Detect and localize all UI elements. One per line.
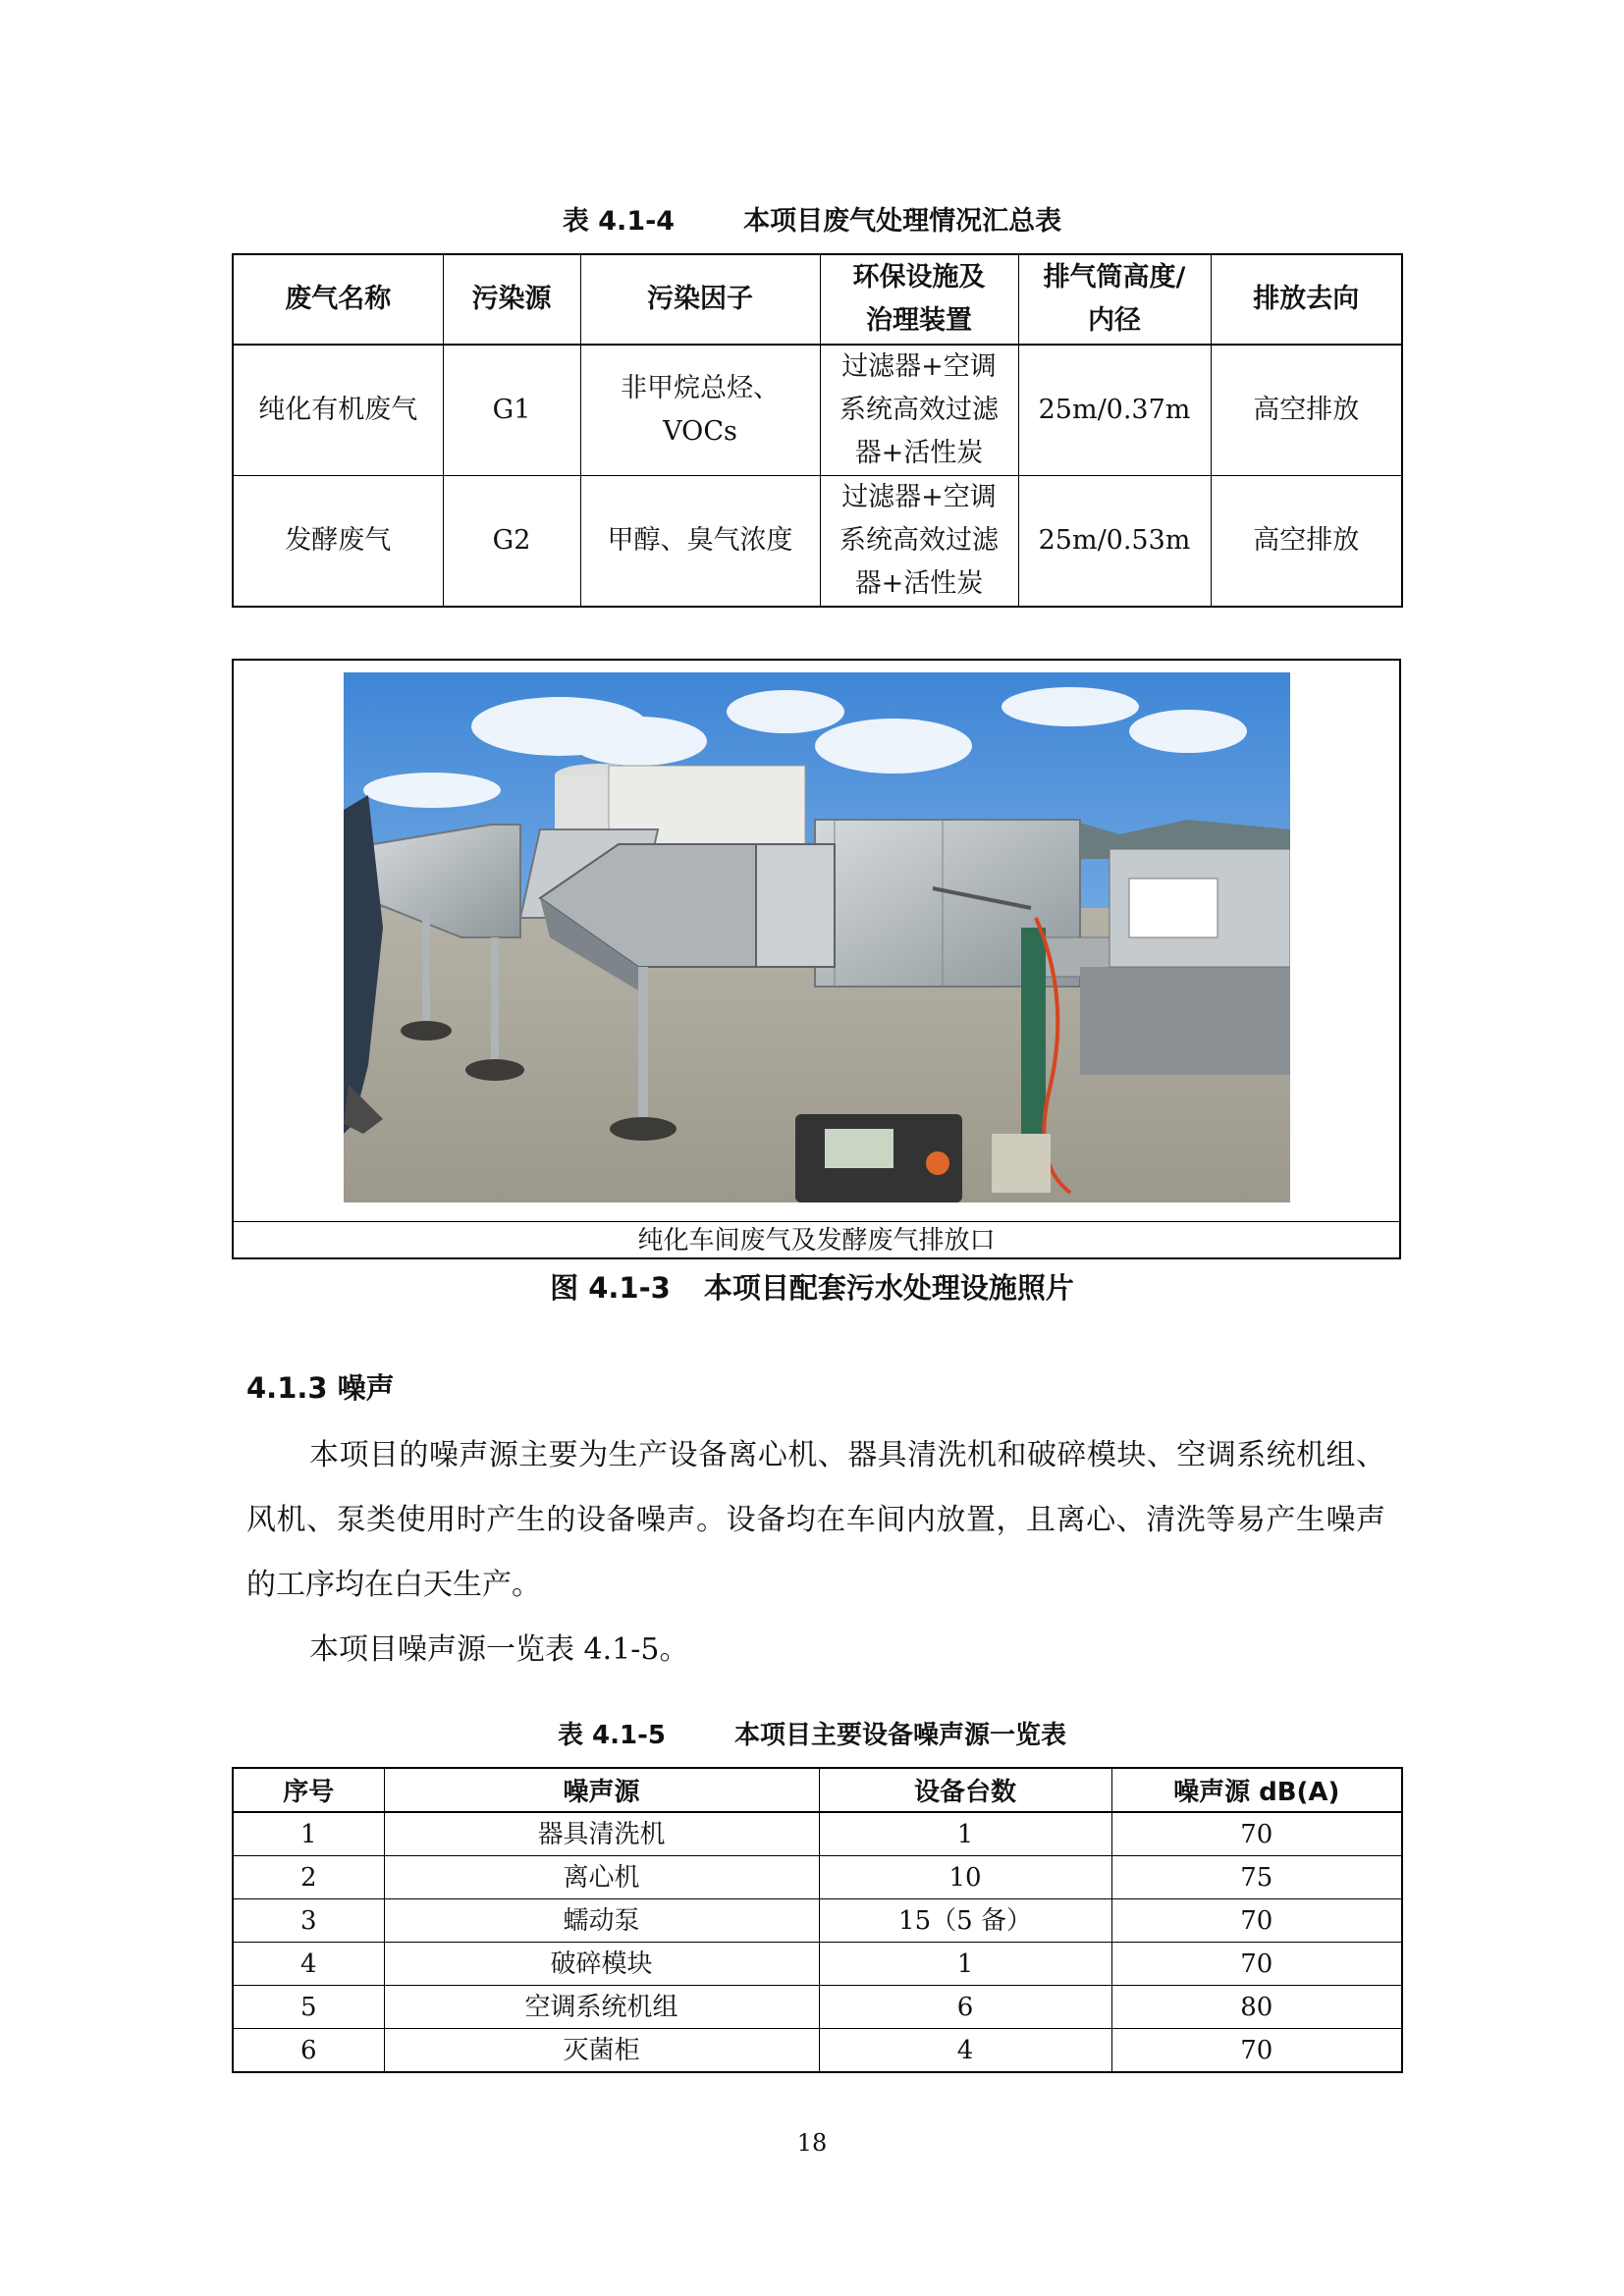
- header-treatment-facility: 环保设施及治理装置: [820, 254, 1018, 345]
- header-equipment-count: 设备台数: [819, 1768, 1111, 1812]
- figure-caption: [0, 1266, 1624, 1307]
- cell: 25m/0.37m: [1018, 345, 1211, 476]
- cell: 1: [819, 1943, 1111, 1986]
- cell: 非甲烷总烃、VOCs: [580, 345, 820, 476]
- header-noise-source: 噪声源: [384, 1768, 819, 1812]
- cell: 蠕动泵: [384, 1899, 819, 1943]
- header-serial-number: 序号: [233, 1768, 384, 1812]
- cell: 6: [233, 2029, 384, 2073]
- figure-caption-title: 本项目配套污水处理设施照片: [703, 1271, 1074, 1305]
- body-paragraph: 本项目噪声源一览表 4.1-5。: [309, 1632, 689, 1667]
- table1-caption: [0, 199, 1624, 238]
- cell: 80: [1111, 1986, 1402, 2029]
- table-row: [233, 1943, 1402, 1986]
- cell: 破碎模块: [384, 1943, 819, 1986]
- table-row: [233, 345, 1402, 476]
- cell: 10: [819, 1856, 1111, 1899]
- cell: 5: [233, 1986, 384, 2029]
- exhaust-gas-table: [232, 253, 1403, 608]
- cell: 15（5 备）: [819, 1899, 1111, 1943]
- cell: 75: [1111, 1856, 1402, 1899]
- cell: 纯化有机废气: [233, 345, 443, 476]
- table-row: [233, 1986, 1402, 2029]
- table-header-row: [233, 254, 1402, 345]
- table1-caption-title: 本项目废气处理情况汇总表: [743, 206, 1062, 237]
- section-heading: 4.1.3 噪声: [246, 1371, 395, 1405]
- cell: 空调系统机组: [384, 1986, 819, 2029]
- table2-caption-number: 表 4.1-5: [557, 1721, 666, 1750]
- table2-caption-title: 本项目主要设备噪声源一览表: [733, 1721, 1066, 1750]
- cell: 器具清洗机: [384, 1812, 819, 1856]
- photo-caption: 纯化车间废气及发酵废气排放口: [232, 1221, 1401, 1259]
- figure-caption-number: 图 4.1-3: [550, 1271, 671, 1305]
- cell: 灭菌柜: [384, 2029, 819, 2073]
- cell: 1: [819, 1812, 1111, 1856]
- cell: 70: [1111, 1943, 1402, 1986]
- table2-caption: [0, 1715, 1624, 1751]
- cell: 4: [819, 2029, 1111, 2073]
- cell: 25m/0.53m: [1018, 476, 1211, 608]
- table-row: [233, 2029, 1402, 2073]
- table1-caption-number: 表 4.1-4: [562, 206, 676, 237]
- cell: 高空排放: [1211, 476, 1402, 608]
- cell: 离心机: [384, 1856, 819, 1899]
- header-discharge-direction: 排放去向: [1211, 254, 1402, 345]
- body-paragraph: 本项目的噪声源主要为生产设备离心机、器具清洗机和破碎模块、空调系统机组、风机、泵类使用时产生的设备噪声。设备均在车间内放置，且离心、清洗等易产生噪声的工序均在白天生产。: [246, 1438, 1385, 1602]
- cell: 70: [1111, 2029, 1402, 2073]
- cell: 6: [819, 1986, 1111, 2029]
- page-number: 18: [796, 2129, 828, 2157]
- cell: 甲醇、臭气浓度: [580, 476, 820, 608]
- cell: 4: [233, 1943, 384, 1986]
- noise-source-table: [232, 1767, 1403, 2073]
- cell: 70: [1111, 1899, 1402, 1943]
- header-pollution-factor: 污染因子: [580, 254, 820, 345]
- cell: 1: [233, 1812, 384, 1856]
- cell: 3: [233, 1899, 384, 1943]
- cell: 过滤器+空调系统高效过滤器+活性炭: [820, 476, 1018, 608]
- cell: 过滤器+空调系统高效过滤器+活性炭: [820, 345, 1018, 476]
- rooftop-exhaust-photo: [344, 672, 1290, 1202]
- table-header-row: [233, 1768, 1402, 1812]
- cell: 发酵废气: [233, 476, 443, 608]
- cell: 高空排放: [1211, 345, 1402, 476]
- table-row: [233, 1856, 1402, 1899]
- cell: G1: [443, 345, 580, 476]
- cell: 2: [233, 1856, 384, 1899]
- header-stack-height: 排气筒高度/内径: [1018, 254, 1211, 345]
- header-gas-name: 废气名称: [233, 254, 443, 345]
- cell: G2: [443, 476, 580, 608]
- cell: 70: [1111, 1812, 1402, 1856]
- table-row: [233, 1812, 1402, 1856]
- header-noise-level: 噪声源 dB(A): [1111, 1768, 1402, 1812]
- table-row: [233, 476, 1402, 608]
- header-pollution-source: 污染源: [443, 254, 580, 345]
- table-row: [233, 1899, 1402, 1943]
